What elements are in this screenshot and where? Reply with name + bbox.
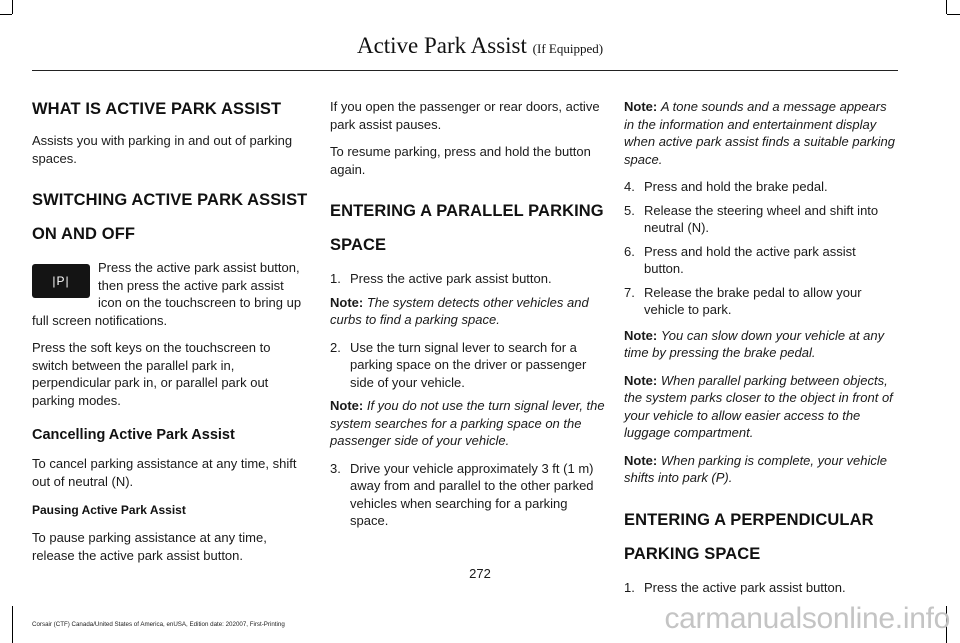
- heading-parallel-2: SPACE: [330, 236, 387, 254]
- header-rule: [32, 70, 898, 71]
- list-item: 3. Drive your vehicle approximately 3 ft (1 m) away from and parallel to the other parked vehicles when searching for a parking space.: [330, 460, 594, 528]
- park-assist-button-icon: [32, 264, 90, 298]
- heading-pausing: Pausing Active Park Assist: [32, 503, 186, 517]
- column-right: [624, 94, 896, 596]
- button-glyph: |P|: [52, 274, 70, 288]
- note-parks-closer: Note: When parallel parking between objects, the system parks closer to the object in front of your vehicle to allow easier access to the luggage compartment.: [624, 372, 893, 440]
- title-main: Active Park Assist: [356, 33, 527, 58]
- heading-parallel-1: ENTERING A PARALLEL PARKING: [330, 202, 604, 220]
- paragraph-press-button: Press the active park assist button, then press the active park assist icon on the touchscreen to bring up full screen notifications.: [32, 260, 302, 328]
- heading-switching-1: SWITCHING ACTIVE PARK ASSIST: [32, 191, 308, 209]
- watermark: carmanualsonline.info: [664, 602, 950, 635]
- list-item: 2. Use the turn signal lever to search for a parking space on the driver or passenger side of your vehicle.: [330, 339, 587, 390]
- edition-footer: Corsair (CTF) Canada/United States of America, enUSA, Edition date: 202007, First-Printing: [32, 621, 285, 628]
- note-detect: Note: The system detects other vehicles and curbs to find a parking space.: [330, 294, 589, 327]
- list-item: 1. Press the active park assist button.: [624, 579, 846, 595]
- list-item: 5. Release the steering wheel and shift into neutral (N).: [624, 202, 879, 235]
- heading-cancelling: Cancelling Active Park Assist: [32, 427, 235, 443]
- list-item: 7. Release the brake pedal to allow your vehicle to park.: [624, 284, 862, 317]
- column-middle: [330, 94, 608, 530]
- list-item: 4. Press and hold the brake pedal.: [624, 179, 828, 194]
- list-item: 6. Press and hold the active park assist button.: [624, 243, 856, 276]
- paragraph-what-is: Assists you with parking in and out of parking spaces.: [32, 133, 293, 166]
- page-number: 272: [469, 566, 491, 581]
- note-turn-signal: Note: If you do not use the turn signal lever, the system searches for a parking space on the passenger side of your vehicle.: [330, 398, 605, 448]
- title-subtitle: (If Equipped): [532, 41, 604, 56]
- crop-mark: [12, 0, 13, 14]
- heading-switching-2: ON AND OFF: [32, 225, 136, 243]
- note-complete: Note: When parking is complete, your vehicle shifts into park (P).: [624, 452, 888, 485]
- paragraph-cancelling: To cancel parking assistance at any time, shift out of neutral (N).: [32, 456, 297, 489]
- list-item: 1. Press the active park assist button.: [330, 271, 552, 286]
- heading-perpendicular-1: ENTERING A PERPENDICULAR: [624, 510, 874, 529]
- paragraph-pausing: To pause parking assistance at any time, release the active park assist button.: [32, 530, 267, 563]
- crop-mark: [947, 14, 960, 15]
- page-title: [0, 33, 960, 59]
- heading-perpendicular-2: PARKING SPACE: [624, 544, 761, 563]
- crop-mark: [946, 0, 947, 14]
- heading-what-is: WHAT IS ACTIVE PARK ASSIST: [32, 100, 282, 118]
- note-slow-down: Note: You can slow down your vehicle at any time by pressing the brake pedal.: [624, 327, 885, 360]
- crop-mark: [12, 606, 13, 643]
- note-tone: Note: A tone sounds and a message appears in the information and entertainment display when active park assist finds a suitable parking space.: [624, 99, 895, 167]
- paragraph-doors: If you open the passenger or rear doors, active park assist pauses.: [330, 99, 600, 132]
- paragraph-soft-keys: Press the soft keys on the touchscreen to switch between the parallel park in, perpendicular park in, or parallel park out parking modes.: [32, 340, 271, 408]
- crop-mark: [0, 14, 12, 15]
- column-left: [32, 94, 310, 564]
- paragraph-resume: To resume parking, press and hold the button again.: [330, 144, 591, 177]
